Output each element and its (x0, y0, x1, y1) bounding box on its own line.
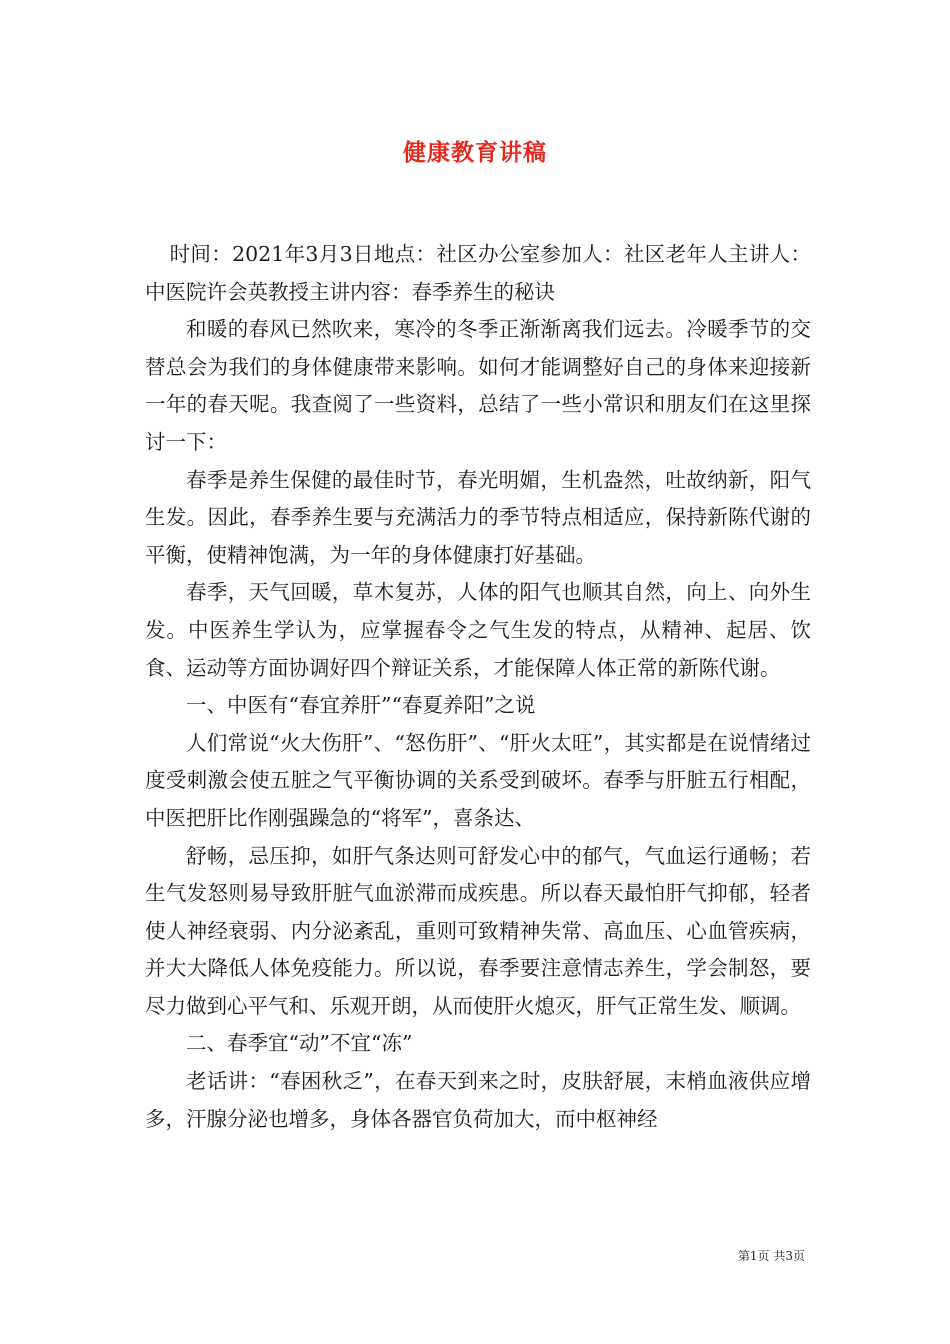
section-heading-1: 一、中医有“春宜养肝”“春夏养阳”之说 (186, 693, 536, 718)
paragraph-intro: 和暖的春风已然吹来，寒冷的冬季正渐渐离我们远去。冷暖季节的交替总会为我们的身体健康带来影响。如何才能调整好自己的身体来迎接新一年的春天呢。我查阅了一些资料，总结了一些小常识和朋友们在这里探讨一下： (145, 317, 811, 454)
paragraph-meta: 时间：2021年3月3日地点：社区办公室参加人：社区老年人主讲人：中医院许会英教授主讲内容：春季养生的秘诀 (145, 242, 811, 304)
paragraph: 春季是养生保健的最佳时节，春光明媚，生机盎然，吐故纳新，阳气生发。因此，春季养生要与充满活力的季节特点相适应，保持新陈代谢的平衡，使精神饱满，为一年的身体健康打好基础。 (145, 467, 811, 567)
paragraph: 老话讲：“春困秋乏”，在春天到来之时，皮肤舒展，末梢血液供应增多，汗腺分泌也增多，身体各器官负荷加大，而中枢神经 (145, 1069, 811, 1131)
paragraph: 人们常说“火大伤肝”、“怒伤肝”、“肝火太旺”，其实都是在说情绪过度受刺激会使五脏之气平衡协调的关系受到破坏。春季与肝脏五行相配，中医把肝比作刚强躁急的“将军”，喜条达、 (145, 730, 811, 830)
page-number: 第1页 共3页 (737, 1249, 805, 1263)
section-heading-2: 二、春季宜“动”不宜“冻” (186, 1031, 413, 1056)
paragraph: 舒畅，忌压抑，如肝气条达则可舒发心中的郁气，气血运行通畅；若生气发怒则易导致肝脏气血淤滞而成疾患。所以春天最怕肝气抑郁，轻者使人神经衰弱、内分泌紊乱，重则可致精神失常、高血压、心血管疾病，并大大降低人体免疫能力。所以说，春季要注意情志养生，学会制怒，要尽力做到心平气和、乐观开朗，从而使肝火熄灭，肝气正常生发、顺调。 (145, 843, 811, 1018)
page-title: 健康教育讲稿 (403, 139, 547, 166)
paragraph: 春季，天气回暖，草木复苏，人体的阳气也顺其自然，向上、向外生发。中医养生学认为，应掌握春令之气生发的特点，从精神、起居、饮食、运动等方面协调好四个辩证关系，才能保障人体正常的新陈代谢。 (145, 580, 811, 680)
document-body (145, 236, 811, 1138)
